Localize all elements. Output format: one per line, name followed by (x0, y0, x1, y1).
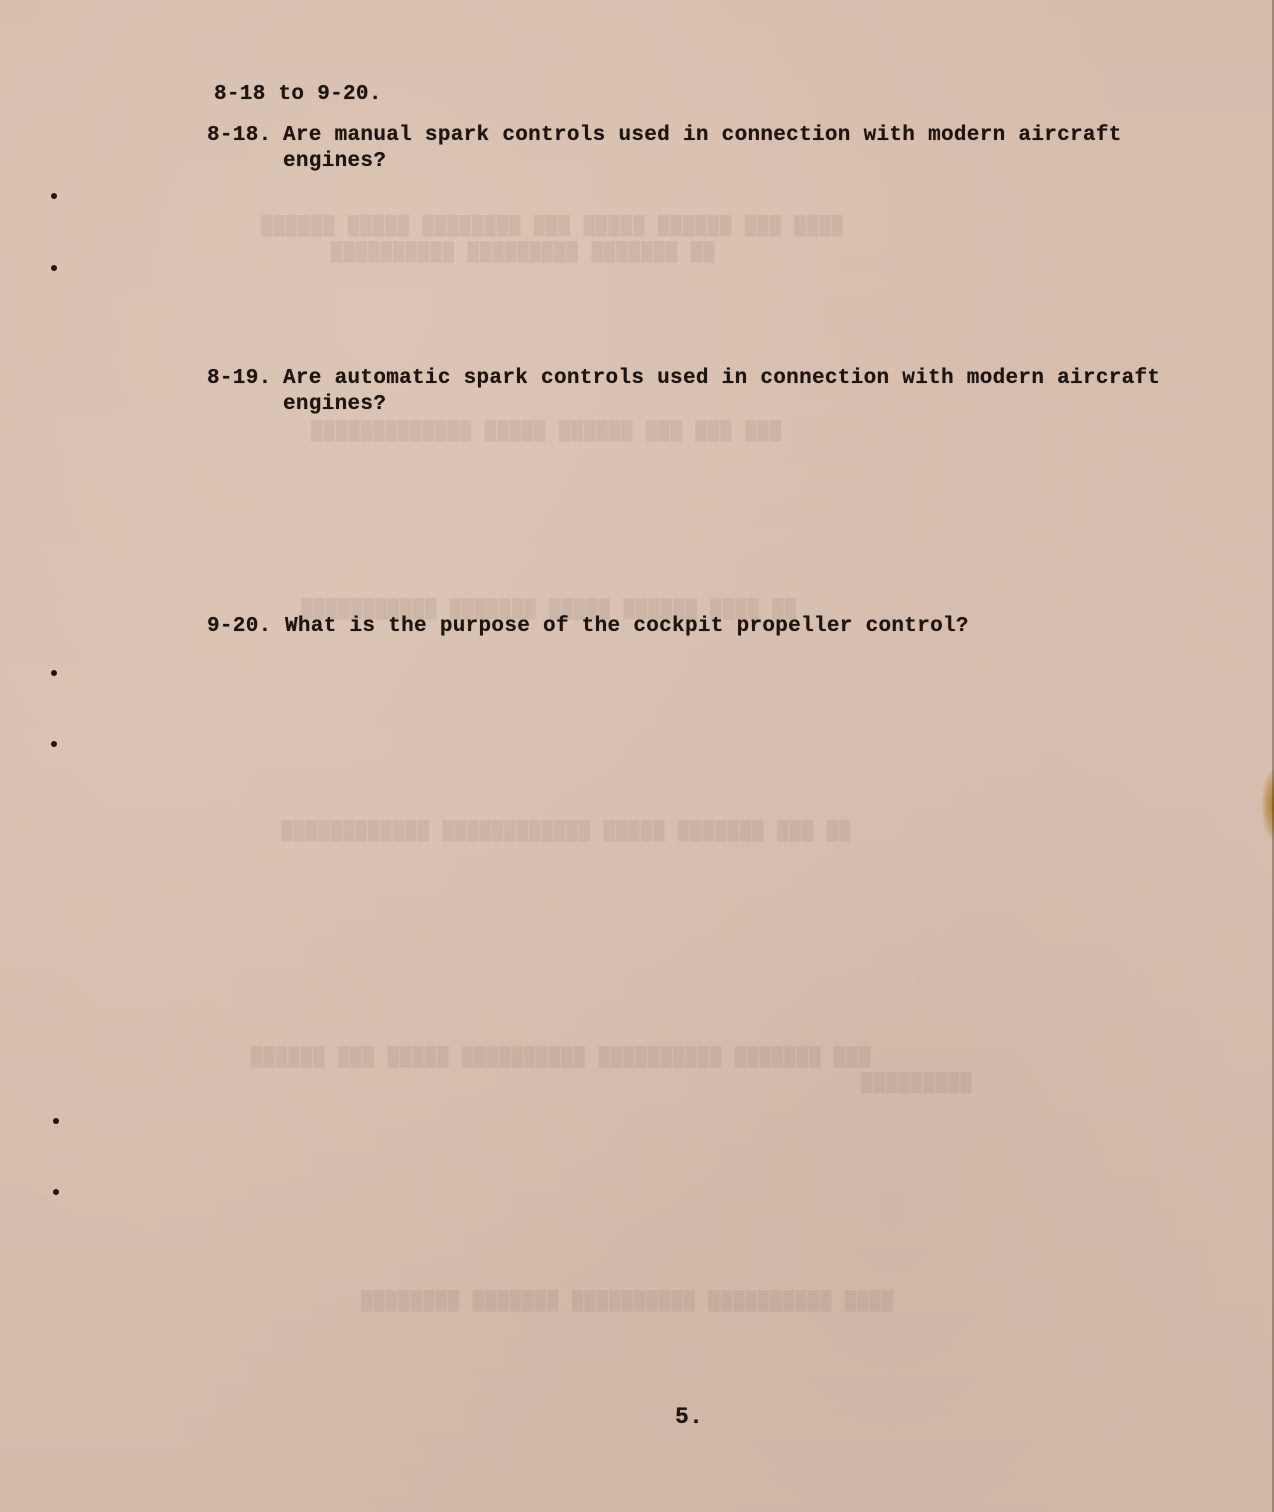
punch-mark (51, 741, 57, 747)
question-text: engines? (283, 393, 387, 416)
bleed-through-texture: ████ ██████████ ██████████ ███████ ████████ (360, 1290, 894, 1312)
bleed-through-texture: ██ ███ ███████ █████ ████████████ ████████████ (280, 820, 851, 842)
bleed-through-texture: ███ ███████ ██████████ ██████████ █████ ███ ██████ (250, 1046, 871, 1068)
punch-mark (53, 1118, 59, 1124)
bleed-through-texture: ██ ███████ █████████ ██████████ (330, 241, 715, 263)
bleed-through-texture: ████ ███ ██████ █████ ███ ████████ █████ ██████ (260, 215, 843, 237)
question-text: engines? (283, 150, 387, 173)
section-heading: 8-18 to 9-20. (214, 83, 382, 106)
question-text: Are manual spark controls used in connection with modern aircraft (283, 124, 1122, 147)
question-number: 9-20. (207, 615, 272, 638)
question-text: Are automatic spark controls used in connection with modern aircraft (283, 367, 1161, 390)
bleed-through-texture: ██ ████ ██████ █████ ███████ ███████████ (300, 598, 797, 620)
question-number: 8-19. (207, 367, 272, 390)
bleed-through-texture: ███ ███ ███ ██████ █████ █████████████ (310, 420, 782, 442)
bleed-through-texture: █████████ (860, 1072, 972, 1094)
punch-mark (53, 1189, 59, 1195)
punch-mark (51, 670, 57, 676)
question-number: 8-18. (207, 124, 272, 147)
page-number: 5. (675, 1404, 704, 1430)
question-text: What is the purpose of the cockpit propeller control? (285, 615, 969, 638)
punch-mark (51, 193, 57, 199)
punch-mark (51, 265, 57, 271)
